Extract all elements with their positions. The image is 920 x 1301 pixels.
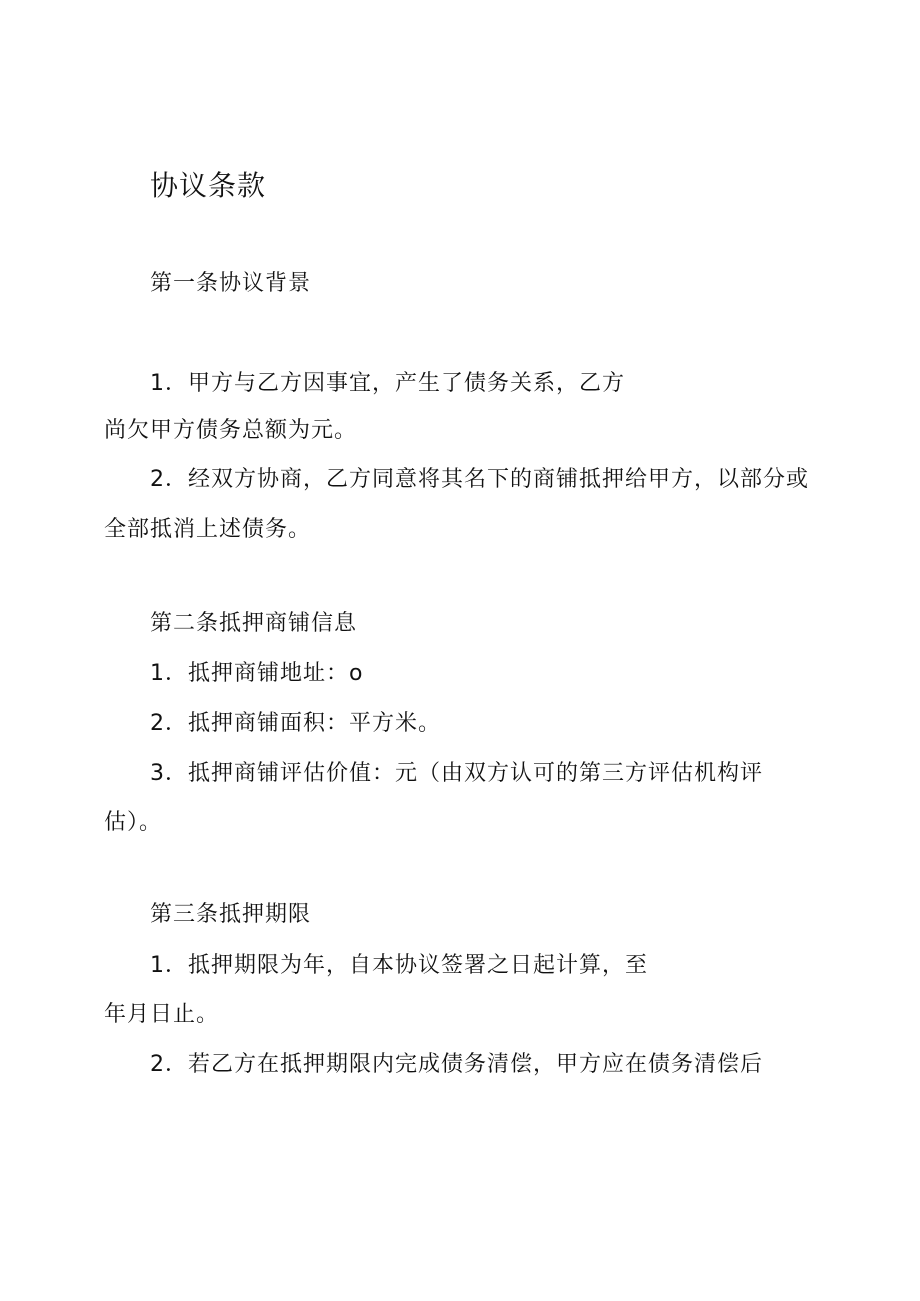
article-2-item-2: 2．抵押商铺面积：平方米。 bbox=[150, 711, 441, 736]
document-title: 协议条款 bbox=[150, 169, 267, 202]
article-3-item-1-line-2: 年月日止。 bbox=[104, 1002, 220, 1027]
article-3-heading: 第三条抵押期限 bbox=[150, 902, 312, 927]
article-2-item-3-line-2: 估）。 bbox=[104, 810, 163, 835]
article-3-item-1-line-1: 1．抵押期限为年，自本协议签署之日起计算，至 bbox=[150, 953, 648, 978]
article-1-item-2-line-2: 全部抵消上述债务。 bbox=[104, 517, 312, 542]
article-2-item-3-line-1: 3．抵押商铺评估价值：元（由双方认可的第三方评估机构评 bbox=[150, 761, 763, 786]
article-1-item-1-line-2: 尚欠甲方债务总额为元。 bbox=[104, 418, 358, 443]
article-1-item-2-line-1: 2．经双方协商，乙方同意将其名下的商铺抵押给甲方，以部分或 bbox=[150, 467, 809, 492]
article-1-heading: 第一条协议背景 bbox=[150, 271, 312, 296]
article-2-item-1: 1．抵押商铺地址：o bbox=[150, 661, 364, 686]
article-1-item-1-line-1: 1．甲方与乙方因事宜，产生了债务关系，乙方 bbox=[150, 371, 625, 396]
article-2-heading: 第二条抵押商铺信息 bbox=[150, 611, 358, 636]
article-3-item-2-line-1: 2．若乙方在抵押期限内完成债务清偿，甲方应在债务清偿后 bbox=[150, 1052, 763, 1077]
